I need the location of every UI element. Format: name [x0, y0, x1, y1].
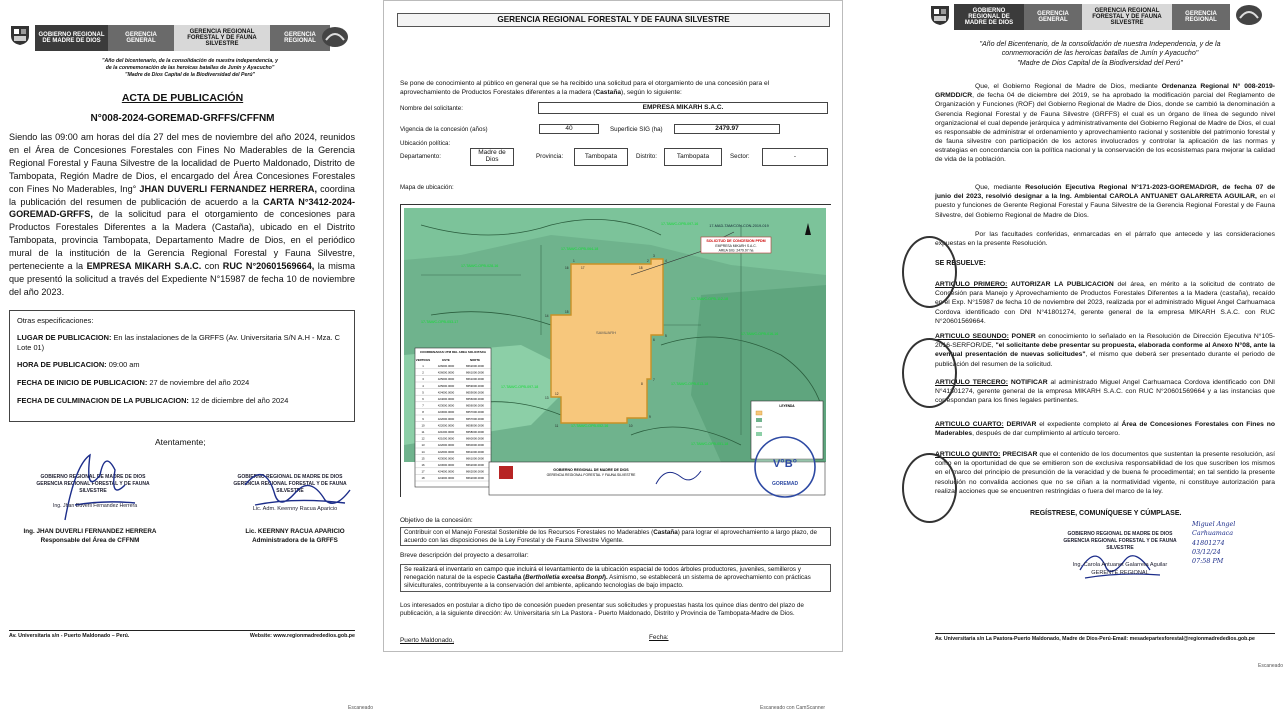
- coord-title: COORDENADAS UTM DEL AREA SOLICITADA: [420, 350, 486, 354]
- solicitante-label: Nombre del solicitante:: [400, 105, 463, 112]
- hand-note-line: Miguel Angel Carhuamaca: [1192, 520, 1236, 538]
- coord-cell: 8657000.0000: [466, 416, 484, 421]
- departamento-field: Madre de Dios: [470, 148, 514, 166]
- page-footer: [9, 630, 355, 639]
- map-canvas: [401, 205, 832, 498]
- coord-cell: 8661000.0000: [466, 377, 484, 382]
- coord-cell: 8661000.0000: [466, 370, 484, 375]
- footer-address: Av. Universitaria s/n - Puerto Maldonado – Perú.: [9, 633, 130, 639]
- coord-cell: 10: [421, 423, 425, 428]
- article-bold: DERIVAR: [1003, 421, 1037, 428]
- coord-cell: 422000.0000: [437, 443, 455, 448]
- provincia-field: Tambopata: [574, 148, 628, 166]
- coord-cell: 8662000.0000: [466, 469, 484, 474]
- body-text: coordina la publicación del resumen de publicación de acuerdo a la: [9, 183, 355, 207]
- left-margin-stamp-icon: [902, 236, 957, 308]
- banner-cell: GERENCIA REGIONAL: [270, 25, 330, 51]
- coord-cell: 424000.0000: [437, 390, 455, 395]
- vertex-label: 12: [555, 392, 559, 396]
- hand-note-line: 07:58 PM: [1192, 557, 1224, 566]
- signer-role: Responsable del Área de CFFNM: [40, 536, 140, 544]
- body-bold: CARTA N°3412-2024-GOREMAD-GRFFS,: [9, 196, 356, 220]
- parcel-label: 17-TAM/C-OPB-053-17: [421, 320, 459, 324]
- coord-cell: 425000.0000: [437, 383, 455, 388]
- parcel-label: 17-TAM/C-OPB-097-16: [661, 222, 699, 226]
- banner-cell: GOBIERNO REGIONAL DE MADRE DE DIOS: [954, 4, 1024, 30]
- signature-left-icon: [45, 445, 145, 525]
- signer-role: GERENTE REGIONAL: [1091, 569, 1149, 576]
- breve-label: Breve descripción del proyecto a desarrollar:: [400, 552, 529, 559]
- article-bold: PONER: [1008, 333, 1036, 340]
- concession-label-3: AREA SIG: 2479.97 ha: [718, 248, 754, 253]
- article-text: que el contenido de los documentos que sustentan la presente resolución, así como en la oportunidad de que se emitieron son de exclusiva responsabilidad de los que suscriben los mismos en el marco del principio de presunción de la veracidad y de buena fe procedimental; en tal sentido la presente resolución no convalida acciones que no se ciñan a la normatividad vigente, ni constituye autorización para realizar acciones que se encuentren restringidas o fuera del marco de la ley.: [935, 451, 1276, 495]
- motto-line: "Año del bicentenario, de la consolidación de nuestra independencia, y: [102, 58, 278, 64]
- signer-name: Ing. JHAN DUVERLI FERNANDEZ HERRERA: [23, 528, 157, 535]
- document-number: N°008-2024-GOREMAD-GRFFS/CFFNM: [90, 113, 275, 124]
- coord-cell: 3: [422, 377, 424, 382]
- vigencia-label: Vigencia de la concesión (años): [400, 126, 488, 133]
- closing-salutation: Atentamente;: [155, 437, 206, 447]
- spec-label: FECHA DE CULMINACION DE LA PUBLICACION:: [17, 395, 189, 405]
- document-page-acta: [0, 0, 365, 720]
- article-bold: AUTORIZAR LA PUBLICACION: [1007, 281, 1114, 288]
- breve-box: [400, 564, 831, 592]
- banner-cell: GERENCIA REGIONAL FORESTAL Y DE FAUNA SILVESTRE: [174, 25, 270, 51]
- ubicacion-label: Ubicación política:: [400, 140, 451, 147]
- signer-left: [20, 528, 160, 545]
- spec-label: LUGAR DE PUBLICACION:: [17, 333, 112, 342]
- coord-cell: 421000.0000: [437, 430, 455, 434]
- signer-name: Lic. KEERNNY RACUA APARICIO: [245, 528, 345, 535]
- vertex-label: 16: [565, 266, 569, 270]
- para-bold: Resolución Ejecutiva Regional N°171-2023-GOREMAD/GR, de fecha 07 de junio del 2023, resolvió designar a la Ing. Ambiental CAROLA ANTUANET GALARRETA AGUILAR,: [935, 184, 1275, 201]
- scan-mark: Escaneado: [1258, 663, 1283, 669]
- vertex-label: 17: [581, 266, 585, 270]
- coord-cell: 4: [422, 383, 424, 388]
- article-text: , después de dar cumplimiento al artículo tercero.: [972, 430, 1120, 438]
- articulo-cuarto: [935, 420, 1275, 438]
- regional-logo-icon: [1234, 4, 1264, 26]
- acta-body-paragraph: [9, 131, 355, 299]
- articulo-segundo: [935, 332, 1275, 369]
- gov-logo-icon: [499, 466, 513, 479]
- solicitante-field: EMPRESA MIKARH S.A.C.: [538, 102, 828, 114]
- body-text: de la solicitud para el otorgamiento de concesiones para Productos Forestales Diferentes a la Madera (Castaña), ubicado en el Distrito Tambopata, provincia Tambopata, Departamento Madre de Dios, en el periódico mural de la institución de la Gerencia Regional Forestal y Fauna Silvestre, perteneciente a la: [9, 209, 355, 272]
- left-margin-stamp-icon: [902, 338, 957, 408]
- stamp-text: GERENCIA REGIONAL FORESTAL Y DE FAUNA SILVESTRE: [36, 480, 150, 494]
- vertex-label: 7: [653, 378, 655, 382]
- article-label: ARTICULO QUINTO:: [935, 451, 1001, 458]
- title-block-line: GOBIERNO REGIONAL DE MADRE DE DIOS: [553, 468, 629, 472]
- vertex-label: 1: [573, 259, 575, 263]
- coord-cell: 8656000.0000: [466, 403, 484, 408]
- signature-right-icon: [235, 455, 355, 530]
- considerando-2: [935, 183, 1275, 220]
- spec-value: 27 de noviembre del año 2024: [147, 377, 250, 387]
- article-text: el expediente completo al: [1036, 421, 1122, 428]
- article-text: , el mismo que deberá ser presentado durante el periodo de publicación del resumen de la solicitud.: [935, 351, 1275, 368]
- vertex-label: 4: [665, 259, 667, 263]
- stamp-text: V°B°: [772, 458, 798, 470]
- article-bold: "el solicitante debe presentar su propuesta, elaborada conforme al Anexo N°08, ante la eventual presentación de nuevas solicitudes": [935, 342, 1275, 359]
- coord-cell: 423000.0000: [437, 456, 455, 461]
- superficie-field: 2479.97: [674, 124, 780, 134]
- para-text: , de fecha 04 de diciembre del 2019, se ha aprobado la modificación parcial del Reglamento de Organización y Funciones (ROF) del Gobierno Regional de Madre de Dios, donde se cambió la denominación a Gerencia Regional Forestal y de Fauna Silvestre (GRFFS) el cual es un órgano de línea de segundo nivel organizacional el cual depende jerárquica y administrativamente del Gobierno Regional de Madre de Dios, el cual es responsable de administrar el ordenamiento y aprovechamiento racional y sostenible del patrimonio forestal y de fauna silvestre con participación de los actores involucrados y controlar la aplicación de las normas y estrategias en concordancia con la política nacional y la conservación de los ecosistemas para mejorar la calidad de vida de la población.: [935, 92, 1275, 164]
- fecha-label: Fecha:: [649, 634, 669, 641]
- vertex-label: 5: [665, 334, 667, 338]
- vertex-label: 10: [629, 424, 633, 428]
- signer: [1055, 562, 1185, 577]
- objetivo-text: Contribuir con el Manejo Forestal Sostenible de los Recursos Forestales no Maderables (: [404, 529, 654, 536]
- footer-website: Website: www.regionmadrededios.gob.pe: [249, 633, 355, 639]
- spec-hora: [17, 360, 347, 370]
- coord-cell: 7: [422, 403, 424, 408]
- vertex-label: 14: [545, 314, 549, 318]
- parcel-label: 17-TAM/C-OPB-028-16: [461, 264, 499, 268]
- objetivo-bold: Castaña: [653, 529, 678, 536]
- coord-cell: 426000.0000: [437, 364, 455, 368]
- scan-mark: Escaneado con CamScanner: [760, 705, 826, 711]
- regional-logo-icon: [320, 26, 350, 48]
- coord-cell: 9: [422, 416, 424, 421]
- banner-cell: GERENCIA REGIONAL: [1172, 4, 1230, 30]
- sector-label: Sector:: [730, 153, 750, 160]
- hand-note-line: 03/12/24: [1192, 547, 1221, 556]
- departamento-label: Departamento:: [400, 153, 441, 160]
- vertex-label: 6: [653, 338, 655, 342]
- article-label: ARTICULO TERCERO:: [935, 379, 1008, 386]
- spec-fin: [17, 396, 347, 406]
- inner-label: SAMUARH: [595, 330, 617, 335]
- puerto-label: Puerto Maldonado,: [400, 637, 455, 644]
- coord-cell: 422000.0000: [437, 416, 455, 421]
- coord-cell: 11: [421, 430, 425, 434]
- coord-cell: 425000.0000: [437, 377, 455, 382]
- parcel-label: 17-TAM/C-OPB-097-18: [501, 385, 539, 389]
- coord-cell: 424000.0000: [437, 397, 455, 401]
- body-text: con: [201, 261, 223, 272]
- coord-cell: 1: [422, 364, 424, 368]
- article-text: al administrado Miguel Angel Carhuamaca Cordova identificado con DNI N°41801274, gerente general de la empresa MIKARH S.A.C. con RUC N°20601569664 y a las instancias que correspondan para los fines legales pertinentes.: [935, 379, 1275, 405]
- coord-cell: 8662000.0000: [466, 476, 484, 481]
- breve-text: Se realizará el inventario en campo que incluirá el levantamiento de la ubicación espacial de todos árboles productores, juveniles, semilleros y renegación natural de la especie: [404, 566, 801, 582]
- coord-cell: 8657000.0000: [466, 410, 484, 415]
- body-bold: RUC N°20601569664,: [222, 261, 315, 272]
- coord-head: ESTE: [442, 358, 450, 362]
- vertex-label: 8: [641, 382, 643, 386]
- coord-cell: 421000.0000: [437, 436, 455, 441]
- coord-head: NORTE: [469, 358, 481, 362]
- coord-cell: 5: [422, 390, 424, 395]
- header-banner: [35, 25, 330, 51]
- handwritten-receipt: [1192, 520, 1277, 566]
- article-label: ARTICULO SEGUNDO:: [935, 333, 1009, 340]
- page-footer: Av. Universitaria s/n La Pastora-Puerto Maldonado, Madre de Dios-Perú-Email: mesadepartesforestal@regionmadrededios.gob.pe: [935, 633, 1275, 642]
- banner-cell: GOBIERNO REGIONAL DE MADRE DE DIOS: [35, 25, 108, 51]
- official-motto: [60, 58, 320, 78]
- coord-cell: 6: [422, 397, 424, 401]
- interesados-text: Los interesados en postular a dicho tipo de concesión pueden presentar sus solicitudes y propuestas hasta los quince días dentro del plazo de publicación, a la siguiente dirección: Av. Universitaria s/n La Pastora - Puerto Maldonado, Distrito y Provincia de Tambopata-Madre de Dios.: [400, 602, 804, 618]
- spec-value: En las instalaciones de la GRFFS (Av. Universitaria S/N A.H - Mza. C Lote 01): [17, 333, 340, 352]
- coord-cell: 423000.0000: [437, 403, 455, 408]
- coord-cell: 8659000.0000: [466, 390, 484, 395]
- coord-cell: 8660000.0000: [466, 443, 484, 448]
- article-label: ARTICULO CUARTO:: [935, 421, 1004, 428]
- resumen-intro: [400, 80, 820, 97]
- distrito-label: Distrito:: [636, 153, 657, 160]
- signer-name: Ing. Carola Antuanet Galarreta Aguilar: [1072, 562, 1168, 568]
- breve-text: Asimismo, se establecerá un sistema de aprovechamiento con prácticas silviculturales, contribuyente a la conservación del ambiente, aplicando tecnologías de bajo impacto.: [404, 574, 811, 590]
- stamp-text: GOBIERNO REGIONAL DE MADRE DE DIOS: [1067, 531, 1173, 537]
- article-label: ARTICULO PRIMERO:: [935, 281, 1008, 288]
- coord-cell: 12: [421, 436, 425, 441]
- title-block-line: GERENCIA REGIONAL FORESTAL Y FAUNA SILVESTRE: [546, 473, 636, 477]
- stamp-name-right: Lic. Adm. Keernny Racua Aparicio: [252, 506, 338, 512]
- vertex-label: 2: [647, 259, 649, 263]
- location-map: [400, 204, 831, 497]
- stamp-text: GOBIERNO REGIONAL DE MADRE DE DIOS: [40, 474, 146, 480]
- coord-cell: 14: [421, 449, 425, 454]
- coord-head: VERTICES: [415, 358, 431, 362]
- coord-cell: 13: [421, 443, 425, 448]
- resumen-header: GERENCIA REGIONAL FORESTAL Y DE FAUNA SILVESTRE: [397, 13, 830, 27]
- article-text: en conocimiento lo señalado en la Resolución de Dirección Ejecutiva N°105-2016-SERFOR/DE,: [935, 333, 1275, 350]
- left-margin-stamp-icon: [902, 453, 957, 523]
- motto-line: "Madre de Dios Capital de la Biodiversidad del Perú": [1017, 58, 1183, 67]
- stamp-text: GERENCIA REGIONAL FORESTAL Y DE FAUNA SILVESTRE: [233, 480, 347, 494]
- coord-cell: 8: [422, 410, 424, 415]
- body-text: la misma que presentó la solicitud a través del Expediente N°15987 de fecha 10 de noviembre del año 2023.: [9, 261, 356, 297]
- coord-cell: 422000.0000: [437, 423, 455, 428]
- distrito-field: Tambopata: [664, 148, 722, 166]
- coord-cell: 422000.0000: [437, 449, 455, 454]
- motto-line: conmemoración de las heroicas batallas de Junín y Ayacucho": [1001, 49, 1199, 58]
- parcel-label: 17-TAM/C-OPB-052-16: [571, 424, 609, 428]
- vertex-label: 11: [555, 424, 559, 428]
- article-bold: NOTIFICAR: [1008, 379, 1048, 386]
- provincia-label: Provincia:: [536, 153, 564, 160]
- legend-title: LEYENDA: [779, 404, 795, 408]
- coord-cell: 8662000.0000: [466, 364, 484, 368]
- intro-text: Se pone de conocimiento al público en general que se ha recibido una solicitud para el otorgamiento de una concesión para el aprovechamiento de Productos Forestales diferentes a la madera (: [400, 80, 770, 96]
- spec-inicio: [17, 378, 347, 388]
- articulo-primero: [935, 280, 1275, 326]
- document-page-resumen: [383, 0, 843, 652]
- stamp-name-left: Ing. Jhan Duverli Fernandez Herrera: [52, 503, 138, 509]
- coord-cell: 8661000.0000: [466, 449, 484, 454]
- coord-cell: 423000.0000: [437, 410, 455, 415]
- coord-cell: 8659000.0000: [466, 383, 484, 388]
- coord-cell: 18: [421, 476, 425, 481]
- document-title: ACTA DE PUBLICACIÓN: [121, 92, 244, 104]
- registrese-line: REGÍSTRESE, COMUNÍQUESE Y CÚMPLASE.: [1030, 510, 1182, 517]
- considerando-1: [935, 82, 1275, 165]
- superficie-label: Superficie SIG (ha): [610, 126, 663, 133]
- breve-bold: ).: [603, 574, 608, 582]
- coord-cell: 8658000.0000: [466, 430, 484, 434]
- signer-right: [225, 528, 365, 545]
- mapa-label: Mapa de ubicación:: [400, 184, 454, 191]
- considerando-3: Por las facultades conferidas, enmarcadas en el párrafo que antecede y las consideraciones expuestas en la presente Resolución.: [935, 231, 1275, 248]
- coord-cell: 8662000.0000: [466, 463, 484, 467]
- motto-line: "Madre de Dios Capital de la Biodiversidad del Perú": [124, 71, 256, 78]
- vertex-label: 18: [639, 266, 643, 270]
- se-resuelve: SE RESUELVE:: [935, 260, 986, 267]
- official-motto: [930, 40, 1270, 68]
- objetivo-box: [400, 527, 831, 546]
- coord-cell: 423000.0000: [437, 463, 455, 467]
- coord-cell: 8658000.0000: [466, 423, 484, 428]
- vigencia-field: 40: [539, 124, 599, 134]
- concession-label-2: EMPRESA MIKARH S.A.C.: [715, 244, 757, 248]
- banner-cell: GERENCIA REGIONAL FORESTAL Y DE FAUNA SILVESTRE: [1082, 4, 1172, 30]
- motto-line: de la conmemoración de las heroicas batallas de Junín y Ayacucho": [105, 64, 275, 71]
- specifications-box: [9, 310, 355, 422]
- coord-cell: 15: [421, 456, 425, 461]
- parcel-label: 17-TAM/C-OPB-112-18: [691, 297, 729, 301]
- motto-line: "Año del Bicentenario, de la consolidación de nuestra Independencia, y de la: [979, 40, 1221, 48]
- scan-mark: Escaneado: [348, 705, 374, 711]
- coord-cell: 8660000.0000: [466, 436, 484, 441]
- coord-cell: 8656000.0000: [466, 397, 484, 401]
- spec-label: FECHA DE INICIO DE PUBLICACION:: [17, 377, 148, 387]
- peru-coat-of-arms-icon: [8, 24, 32, 46]
- banner-cell: GERENCIA GENERAL: [108, 25, 174, 51]
- breve-bold: Castaña (: [496, 574, 526, 582]
- para-text: Que, mediante: [975, 184, 1026, 191]
- hand-note-line: 41801274: [1192, 538, 1225, 547]
- para-text: en el puesto y funciones de Gerente Regional Forestal y Fauna Silvestre de la Gerencia Regional Forestal y de Fauna Silvestre, del Gobierno Regional de Madre de Dios.: [935, 193, 1275, 219]
- peru-coat-of-arms-icon: [928, 4, 952, 26]
- article-bold: PRECISAR: [1000, 451, 1038, 458]
- stamp-sub: GOREMAD: [771, 481, 799, 487]
- concession-label-1: SOLICITUD DE CONCESION PFDM: [706, 239, 766, 243]
- spec-value: 12 de diciembre del año 2024: [188, 395, 289, 405]
- parcel-label: 17-TAM/C-OPB-064-18: [561, 247, 599, 251]
- parcel-label: 17-TAM/C-OPB-051-18: [691, 442, 729, 446]
- coord-cell: 426000.0000: [437, 370, 455, 375]
- articulo-tercero: [935, 378, 1275, 406]
- map-code: 17-MAD-TAM/CON-CON-2019-019: [709, 224, 769, 228]
- body-text: Siendo las 09:00 am horas del día 27 del mes de noviembre del año 2024, reunidos en el Área de Concesiones Forestales con Fines No Maderables de la Gerencia Regional Forestal y Fauna Silvestre de la localidad de Puerto Maldonado, Distrito de Tambopata, Región Madre de Dios, el encargado del Área Concesiones Forestales con Fines No Maderables, Ing°: [9, 132, 355, 194]
- coord-cell: 17: [421, 469, 425, 474]
- coord-cell: 16: [421, 463, 425, 467]
- intro-text: ), según lo siguiente:: [621, 88, 682, 96]
- article-bold: Área de Concesiones Forestales con Fines no Maderables: [935, 421, 1275, 438]
- body-bold: JHAN DUVERLI FERNANDEZ HERRERA,: [139, 183, 317, 194]
- vertex-label: 3: [653, 254, 655, 258]
- stamp-text: GERENCIA REGIONAL FORESTAL Y DE FAUNA SILVESTRE: [1063, 537, 1177, 551]
- coord-cell: 2: [422, 370, 424, 375]
- objetivo-text: ) para lograr el aprovechamiento a largo plazo, de acuerdo con las disposiciones de la Ley Forestal y de Fauna Silvestre Vigente.: [404, 529, 818, 545]
- para-text: Que, el Gobierno Regional de Madre de Dios, mediante: [975, 83, 1162, 90]
- vertex-label: 15: [565, 310, 569, 314]
- parcel-label: 17-TAM/C-OPB-013-18: [671, 382, 709, 386]
- intro-bold: Castaña: [595, 88, 622, 96]
- banner-cell: GERENCIA GENERAL: [1024, 4, 1082, 30]
- header-banner: [954, 4, 1230, 30]
- breve-species: Bertholletia excelsa Bonpl: [525, 574, 604, 582]
- coord-cell: 8661000.0000: [466, 456, 484, 461]
- body-bold: EMPRESA MIKARH S.A.C.: [86, 261, 202, 272]
- sector-field: -: [762, 148, 828, 166]
- signer-role: Administradora de la GRFFS: [252, 536, 338, 544]
- parcel-label: 17-TAM/C-OPB-016-16: [741, 332, 779, 336]
- objetivo-label: Objetivo de la concesión:: [400, 517, 473, 524]
- coord-cell: 424000.0000: [437, 469, 455, 474]
- document-page-resolucion: [920, 0, 1283, 720]
- para-bold: Ordenanza Regional N° 008-2019-GRMDD/CR: [935, 83, 1275, 100]
- spec-label: HORA DE PUBLICACION:: [17, 360, 107, 370]
- article-text: del área, en mérito a la solicitud de contrato de Concesión para Manejo y Aprovechamiento de Productos Forestales Diferentes a la Madera (castaña), recaído en el Exp. N°15987 de fecha 10 de noviembre del 2023, realizada por el administrado Miguel Angel Carhuamaca Cordova identificado con DNI N°41801274, gerente general de la empresa MIKARH S.A.C. con RUC N°20601569664.: [935, 281, 1275, 325]
- spec-lugar: [17, 333, 347, 352]
- stamp-text: GOBIERNO REGIONAL DE MADRE DE DIOS: [237, 474, 343, 480]
- articulo-quinto: [935, 450, 1275, 496]
- coord-cell: 424000.0000: [437, 476, 455, 481]
- vertex-label: 9: [649, 415, 651, 419]
- specs-title: Otras especificaciones:: [17, 316, 94, 325]
- vertex-label: 13: [545, 396, 549, 400]
- spec-value: 09:00 am: [106, 360, 140, 370]
